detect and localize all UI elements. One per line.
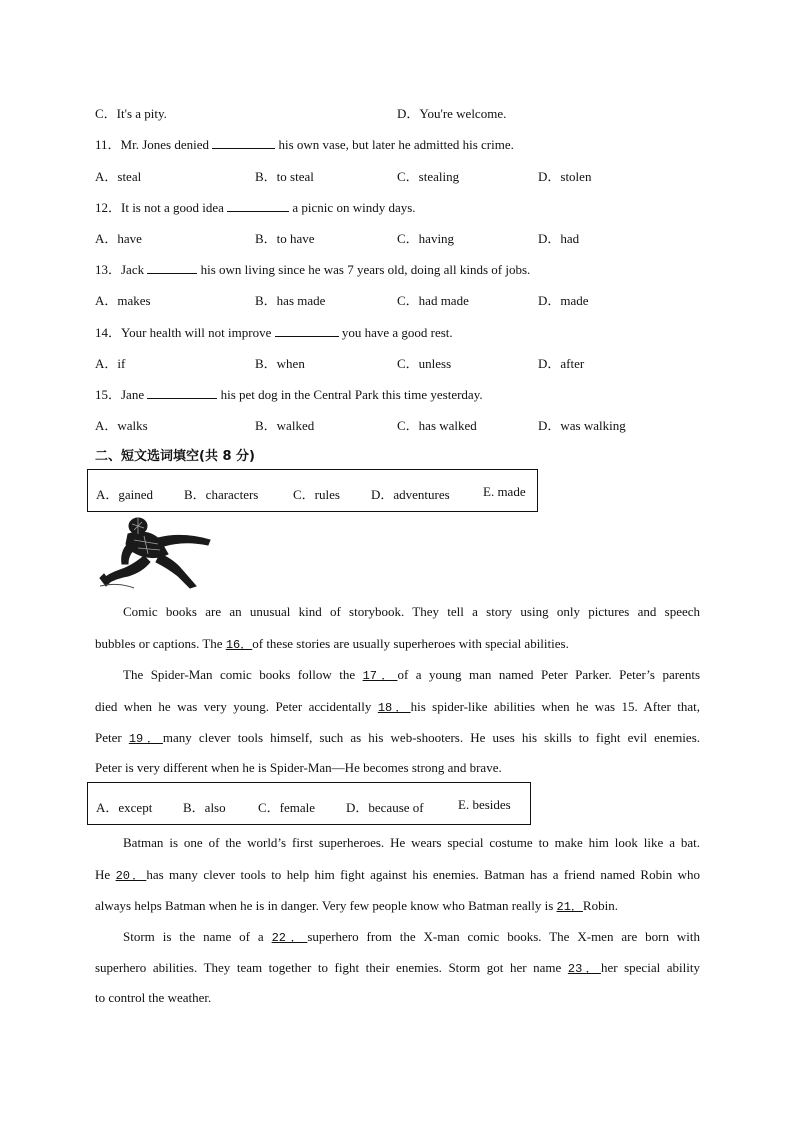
question-text: his own vase, but later he admitted his crime. xyxy=(275,137,514,152)
passage-text: bubbles or captions. The xyxy=(95,636,226,651)
q13-option-a: A．makes xyxy=(95,293,151,308)
q15-option-a: A．walks xyxy=(95,418,148,433)
q15-option-b: B．walked xyxy=(255,418,315,433)
paragraph-2-line-3 xyxy=(95,729,700,746)
question-13 xyxy=(95,259,530,278)
word-box-2 xyxy=(87,782,531,825)
blank-20: 20． xyxy=(115,869,147,883)
question-15 xyxy=(95,384,483,403)
q12-option-b: B．to have xyxy=(255,231,315,246)
question-text: 12．It is not a good idea xyxy=(95,200,228,215)
passage-text: superhero abilities. They team together to fight their enemies. Storm got her name xyxy=(95,960,568,975)
passage-text: of these stories are usually superheroes with special abilities. xyxy=(252,636,569,651)
q15-option-c: C．has walked xyxy=(397,418,477,433)
word-option: A．except xyxy=(96,800,153,815)
passage-text: his spider-like abilities when he was 15. After that, xyxy=(410,699,701,714)
blank-17: 17． xyxy=(362,669,398,683)
paragraph-1-line-2 xyxy=(95,635,700,652)
passage-text: Storm is the name of a xyxy=(123,929,272,944)
q14-option-b: B．when xyxy=(255,356,305,371)
blank-16: 16． xyxy=(225,638,253,652)
passage-text: many clever tools himself, such as his web-shooters. He uses his skills to fight evil enemies. xyxy=(162,730,700,745)
answer-blank xyxy=(212,136,275,149)
word-option: E. made xyxy=(483,484,526,499)
q10-option-d: D．You're welcome. xyxy=(397,106,507,121)
paragraph-2-line-1 xyxy=(95,666,700,683)
paragraph-2-line-2 xyxy=(95,698,700,715)
question-text: a picnic on windy days. xyxy=(289,200,416,215)
question-text: his own living since he was 7 years old, doing all kinds of jobs. xyxy=(197,262,531,277)
q13-option-b: B．has made xyxy=(255,293,326,308)
q12-option-a: A．have xyxy=(95,231,142,246)
question-12 xyxy=(95,197,416,216)
blank-23: 23． xyxy=(567,962,601,976)
word-option: D．adventures xyxy=(371,487,450,502)
paragraph-4-line-2 xyxy=(95,959,700,976)
q11-option-d: D．stolen xyxy=(538,169,592,184)
q14-option-a: A．if xyxy=(95,356,126,371)
passage-text: of a young man named Peter Parker. Peter’s parents xyxy=(397,667,700,682)
answer-blank xyxy=(147,261,197,274)
q12-option-c: C．having xyxy=(397,231,455,246)
passage-text: superhero from the X-man comic books. The X-men are born with xyxy=(307,929,701,944)
word-option: B．also xyxy=(183,800,226,815)
passage-text: He xyxy=(95,867,116,882)
word-option: D．because of xyxy=(346,800,424,815)
blank-18: 18． xyxy=(377,701,411,715)
q14-option-d: D．after xyxy=(538,356,585,371)
question-text: 13．Jack xyxy=(95,262,148,277)
paragraph-3-line-1: Batman is one of the world’s first superheroes. He wears special costume to make him look like a bat. xyxy=(123,835,700,850)
word-option: A．gained xyxy=(96,487,154,502)
q12-option-d: D．had xyxy=(538,231,580,246)
question-text: you have a good rest. xyxy=(338,325,453,340)
q11-option-b: B．to steal xyxy=(255,169,314,184)
q11-option-c: C．stealing xyxy=(397,169,460,184)
section-title: 二、短文选词填空(共 8 分) xyxy=(95,449,255,464)
paragraph-4-line-3: to control the weather. xyxy=(95,990,212,1005)
answer-blank xyxy=(147,386,217,399)
answer-blank xyxy=(275,324,339,337)
passage-text: Peter xyxy=(95,730,129,745)
q15-option-d: D．was walking xyxy=(538,418,626,433)
q14-option-c: C．unless xyxy=(397,356,452,371)
word-option: C．rules xyxy=(293,487,340,502)
question-text: 15．Jane xyxy=(95,387,148,402)
answer-blank xyxy=(227,199,289,212)
word-option: E. besides xyxy=(458,797,511,812)
passage-text: has many clever tools to help him fight against his enemies. Batman has a friend named Robin who xyxy=(146,867,701,882)
passage-text: died when he was very young. Peter accidentally xyxy=(95,699,378,714)
word-box-1 xyxy=(87,469,538,512)
blank-21: 21． xyxy=(556,900,583,914)
paragraph-2-line-4: Peter is very different when he is Spider-Man—He becomes strong and brave. xyxy=(95,760,502,775)
blank-22: 22． xyxy=(271,931,308,945)
q10-option-c: C．It's a pity. xyxy=(95,106,167,121)
paragraph-1-line-1: Comic books are an unusual kind of storybook. They tell a story using only pictures and speech xyxy=(123,604,700,619)
q13-option-c: C．had made xyxy=(397,293,469,308)
q13-option-d: D．made xyxy=(538,293,589,308)
question-text: 14．Your health will not improve xyxy=(95,325,275,340)
passage-text: her special ability xyxy=(600,960,700,975)
question-11 xyxy=(95,134,514,153)
spiderman-illustration xyxy=(98,514,214,590)
word-option: B．characters xyxy=(184,487,259,502)
blank-19: 19． xyxy=(128,732,163,746)
paragraph-4-line-1 xyxy=(95,928,700,945)
passage-text: always helps Batman when he is in danger. Very few people know who Batman really is xyxy=(95,898,557,913)
question-text: 11．Mr. Jones denied xyxy=(95,137,213,152)
paragraph-3-line-2 xyxy=(95,866,700,883)
word-option: C．female xyxy=(258,800,316,815)
question-text: his pet dog in the Central Park this time yesterday. xyxy=(217,387,483,402)
q11-option-a: A．steal xyxy=(95,169,142,184)
passage-text: The Spider-Man comic books follow the xyxy=(123,667,363,682)
passage-text: Robin. xyxy=(582,898,618,913)
question-14 xyxy=(95,322,453,341)
paragraph-3-line-3 xyxy=(95,897,700,914)
